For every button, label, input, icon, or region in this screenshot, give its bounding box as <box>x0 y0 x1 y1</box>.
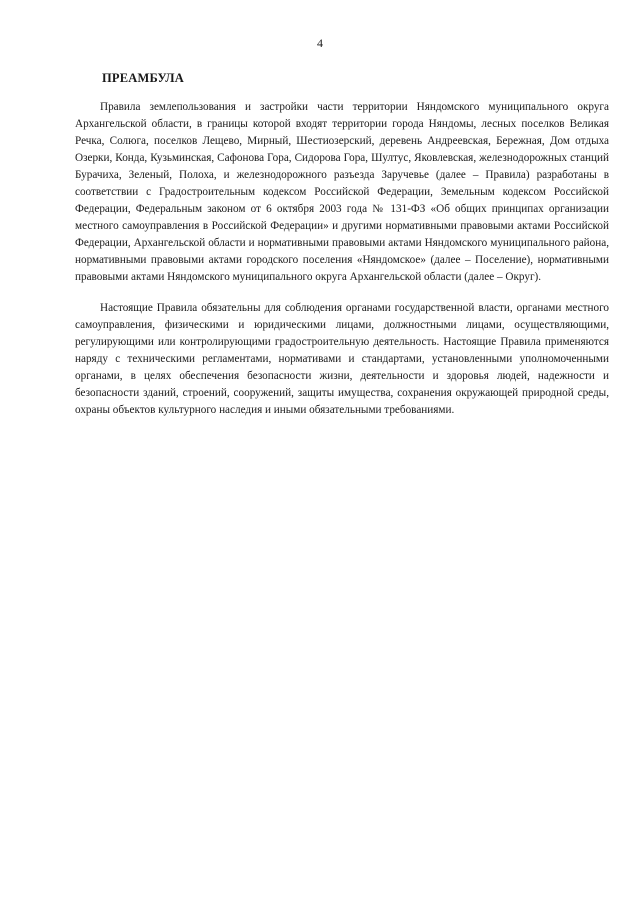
page-number: 4 <box>317 36 323 50</box>
document-body <box>75 99 609 419</box>
section-heading: ПРЕАМБУЛА <box>102 71 185 85</box>
paragraph: Правила землепользования и застройки части территории Няндомского муниципального округа Архангельской области, в границы которой входят территории города Няндомы, лесных поселков Великая Речка, Солюга, поселков Лещево, Мирный, Шестиозерский, деревень Андреевская, Бережная, Дом отдыха Озерки, Конда, Кузьминская, Сафонова Гора, Сидорова Гора, Шултус, Яковлевская, железнодорожных станций Бурачиха, Зеленый, Полоха, и железнодорожного разъезда Заручевье (далее – Правила) разработаны в соответствии с Градостроительным кодексом Российской Федерации, Земельным кодексом Российской Федерации, Федеральным законом от 6 октября 2003 года № 131-ФЗ «Об общих принципах организации местного самоуправления в Российской Федерации» и другими нормативными правовыми актами Российской Федерации, Архангельской области и нормативными правовыми актами Няндомского муниципального района, нормативными правовыми актами городского поселения «Няндомское» (далее – Поселение), нормативными правовыми актами Няндомского муниципального округа Архангельской области (далее – Округ). <box>75 101 609 283</box>
paragraph: Настоящие Правила обязательны для соблюдения органами государственной власти, органами местного самоуправления, физическими и юридическими лицами, должностными лицами, осуществляющими, регулирующими или контролирующими градостроительную деятельность. Настоящие Правила применяются наряду с техническими регламентами, нормативами и стандартами, установленными уполномоченными органами, в целях обеспечения безопасности жизни, деятельности и здоровья людей, надежности и безопасности зданий, строений, сооружений, защиты имущества, сохранения окружающей природной среды, охраны объектов культурного наследия и иными обязательными требованиями. <box>75 302 609 416</box>
